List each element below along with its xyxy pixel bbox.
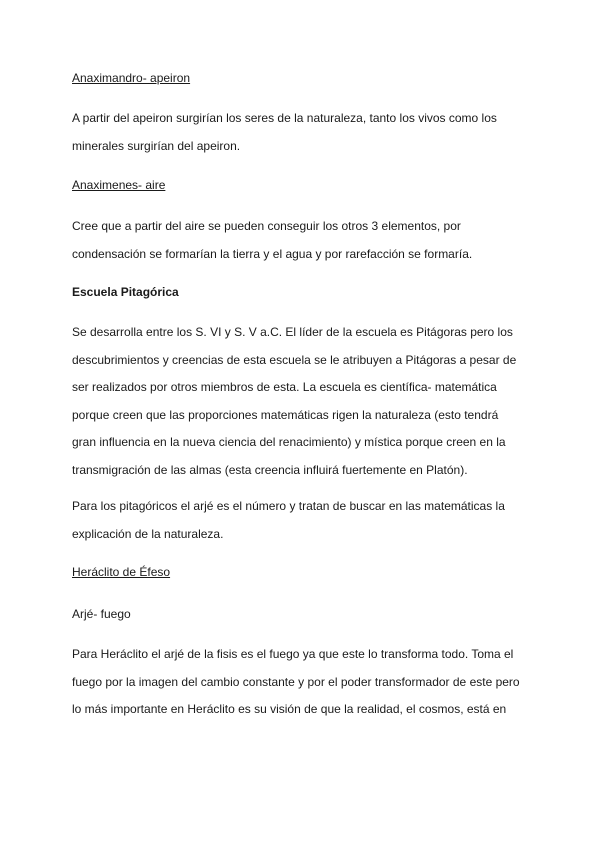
paragraph-anaximandro: A partir del apeiron surgirían los seres de la naturaleza, tanto los vivos como los minerales surgirían del apeiron. — [72, 111, 497, 153]
heading-anaximenes: Anaximenes- aire — [72, 178, 166, 192]
heading-anaximandro: Anaximandro- apeiron — [72, 71, 191, 85]
paragraph-pitagorica-2: Para los pitagóricos el arjé es el número y tratan de buscar en las matemáticas la explicación de la naturaleza. — [72, 499, 505, 541]
paragraph-pitagorica-1: Se desarrolla entre los S. VI y S. V a.C. El líder de la escuela es Pitágoras pero los descubrimientos y creencias de esta escuela se le atribuyen a Pitágoras a pesar de ser realizados por otros miembros de esta. La escuela es científica- matemática porque creen que las proporciones matemáticas rigen la naturaleza (esto tendrá gran influencia en la nueva ciencia del renacimiento) y mística porque creen en la transmigración de las almas (esta creencia influirá fuertemente en Platón). — [72, 325, 517, 477]
subheading-arje-fuego: Arjé- fuego — [72, 607, 131, 621]
document-page — [72, 68, 532, 724]
heading-heraclito: Heráclito de Éfeso — [72, 565, 171, 579]
paragraph-heraclito: Para Heráclito el arjé de la fisis es el fuego ya que este lo transforma todo. Toma el fuego por la imagen del cambio constante y por el poder transformador de este pero lo más importante en Heráclito es su visión de que la realidad, el cosmos, está en — [72, 647, 520, 716]
paragraph-anaximenes: Cree que a partir del aire se pueden conseguir los otros 3 elementos, por condensación se formarían la tierra y el agua y por rarefacción se formaría. — [72, 219, 473, 261]
heading-escuela-pitagorica: Escuela Pitagórica — [72, 285, 179, 299]
